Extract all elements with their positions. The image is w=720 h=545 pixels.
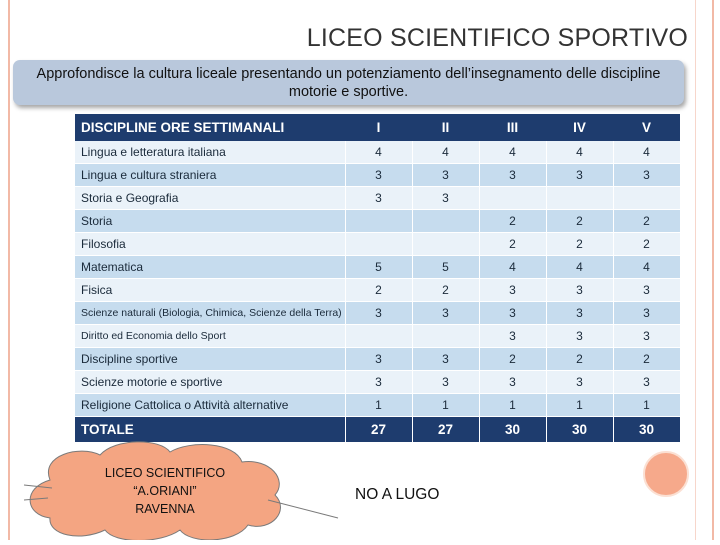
hours-cell: 3 (546, 164, 613, 187)
right-decorative-bar (712, 0, 714, 540)
header-year-3: III (479, 114, 546, 141)
table-row (75, 348, 680, 371)
hours-cell: 1 (479, 394, 546, 417)
table-row (75, 187, 680, 210)
hours-cell: 1 (546, 394, 613, 417)
hours-cell: 5 (412, 256, 479, 279)
hours-cell (412, 325, 479, 348)
subject-cell: Lingua e letteratura italiana (75, 141, 345, 164)
hours-cell: 4 (479, 256, 546, 279)
hours-cell (345, 325, 412, 348)
hours-cell: 4 (613, 256, 680, 279)
schedule-table (75, 114, 681, 443)
table-row (75, 210, 680, 233)
hours-cell: 2 (613, 233, 680, 256)
hours-cell: 3 (412, 187, 479, 210)
subject-cell: Scienze naturali (Biologia, Chimica, Scienze della Terra) (75, 302, 345, 325)
subtitle-text: Approfondisce la cultura liceale presentando un potenziamento dell’insegnamento delle discipline motorie e sportive. (36, 65, 661, 100)
hours-cell: 4 (613, 141, 680, 164)
total-cell: 27 (412, 417, 479, 443)
hours-cell: 3 (546, 279, 613, 302)
subtitle-box (13, 60, 684, 105)
hours-cell: 3 (546, 325, 613, 348)
hours-cell (479, 187, 546, 210)
hours-cell: 2 (546, 348, 613, 371)
subject-cell: Scienze motorie e sportive (75, 371, 345, 394)
table-row (75, 394, 680, 417)
hours-cell (412, 233, 479, 256)
hours-cell: 3 (613, 279, 680, 302)
subject-cell: Religione Cattolica o Attività alternative (75, 394, 345, 417)
hours-cell: 3 (345, 348, 412, 371)
hours-cell: 3 (613, 325, 680, 348)
left-decorative-bar (8, 0, 10, 540)
table-row (75, 371, 680, 394)
subject-cell: Matematica (75, 256, 345, 279)
total-cell: 27 (345, 417, 412, 443)
cloud-line-1: LICEO SCIENTIFICO (104, 466, 226, 480)
header-disciplines: DISCIPLINE ORE SETTIMANALI (75, 114, 345, 141)
hours-cell: 4 (345, 141, 412, 164)
subject-cell: Discipline sportive (75, 348, 345, 371)
table-row (75, 141, 680, 164)
table-row (75, 279, 680, 302)
subject-cell: Storia e Geografia (75, 187, 345, 210)
hours-cell: 3 (479, 371, 546, 394)
hours-cell: 3 (345, 371, 412, 394)
table-row (75, 325, 680, 348)
hours-cell: 3 (412, 302, 479, 325)
hours-cell: 4 (546, 256, 613, 279)
cloud-line-3: RAVENNA (135, 502, 195, 516)
header-year-1: I (345, 114, 412, 141)
header-year-4: IV (546, 114, 613, 141)
hours-cell: 1 (412, 394, 479, 417)
subject-cell: Lingua e cultura straniera (75, 164, 345, 187)
hours-cell (412, 210, 479, 233)
cloud-callout (20, 440, 340, 540)
header-year-2: II (412, 114, 479, 141)
note-text: NO A LUGO (355, 486, 440, 503)
hours-cell: 3 (546, 371, 613, 394)
table-row (75, 256, 680, 279)
hours-cell: 2 (546, 210, 613, 233)
total-cell: 30 (613, 417, 680, 443)
hours-cell: 2 (613, 210, 680, 233)
table-row (75, 233, 680, 256)
total-label: TOTALE (75, 417, 345, 443)
hours-cell: 1 (345, 394, 412, 417)
right-decorative-line (695, 0, 696, 540)
hours-cell: 2 (613, 348, 680, 371)
hours-cell (345, 210, 412, 233)
hours-cell: 3 (345, 164, 412, 187)
hours-cell: 3 (412, 348, 479, 371)
subject-cell: Diritto ed Economia dello Sport (75, 325, 345, 348)
hours-cell: 2 (479, 348, 546, 371)
subject-cell: Fisica (75, 279, 345, 302)
hours-cell: 3 (479, 279, 546, 302)
hours-cell: 3 (345, 302, 412, 325)
hours-cell: 4 (479, 141, 546, 164)
schedule-table-container (75, 114, 680, 443)
table-total-row (75, 417, 680, 443)
hours-cell (345, 233, 412, 256)
hours-cell: 3 (479, 164, 546, 187)
cloud-line-2: “A.ORIANI” (133, 484, 197, 498)
hours-cell: 3 (613, 164, 680, 187)
hours-cell: 3 (479, 302, 546, 325)
hours-cell: 5 (345, 256, 412, 279)
hours-cell (613, 187, 680, 210)
hours-cell: 3 (546, 302, 613, 325)
hours-cell: 3 (613, 302, 680, 325)
subject-cell: Filosofia (75, 233, 345, 256)
hours-cell: 3 (479, 325, 546, 348)
hours-cell: 1 (613, 394, 680, 417)
decorative-circle (643, 451, 689, 497)
hours-cell: 2 (345, 279, 412, 302)
hours-cell: 2 (479, 233, 546, 256)
subject-cell: Storia (75, 210, 345, 233)
hours-cell: 2 (412, 279, 479, 302)
hours-cell: 2 (546, 233, 613, 256)
cloud-text (80, 464, 250, 518)
hours-cell: 3 (412, 371, 479, 394)
header-year-5: V (613, 114, 680, 141)
hours-cell: 3 (412, 164, 479, 187)
hours-cell: 2 (479, 210, 546, 233)
hours-cell: 3 (613, 371, 680, 394)
hours-cell (546, 187, 613, 210)
table-row (75, 302, 680, 325)
table-row (75, 164, 680, 187)
total-cell: 30 (479, 417, 546, 443)
hours-cell: 4 (546, 141, 613, 164)
total-cell: 30 (546, 417, 613, 443)
table-header-row (75, 114, 680, 141)
hours-cell: 4 (412, 141, 479, 164)
hours-cell: 3 (345, 187, 412, 210)
slide-title: LICEO SCIENTIFICO SPORTIVO (306, 24, 688, 52)
